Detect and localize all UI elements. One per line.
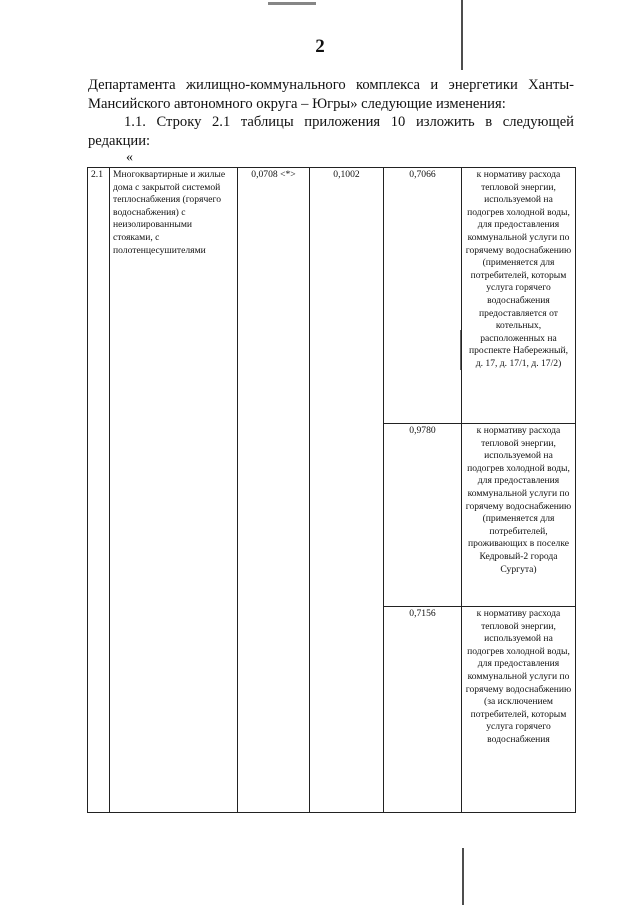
note-cell: к нормативу расхода тепловой энергии, используемой на подогрев холодной воды, для предоставления коммунальной услуги по горячему водоснабжению (за исключением потребителей, которым услуга горячего водоснабжения [462, 607, 576, 813]
spec-table [87, 167, 576, 813]
open-quote-mark: « [126, 150, 133, 165]
coefficient-cell: 0,7066 [384, 168, 462, 424]
amendment-paragraph: 1.1. Строку 2.1 таблицы приложения 10 изложить в следующей редакции: [88, 114, 574, 149]
scan-line-right [461, 0, 463, 70]
intro-paragraph: Департамента жилищно-коммунального комплекса и энергетики Ханты-Мансийского автономного округа – Югры» следующие изменения: [88, 77, 574, 112]
scan-smudge-top [268, 2, 316, 5]
note-cell: к нормативу расхода тепловой энергии, используемой на подогрев холодной воды, для предоставления коммунальной услуги по горячему водоснабжению (применяется для потребителей, которым услуга горячего водоснабжения предоставляется от котельных, расположенных на проспекте Набережный, д. 17, д. 17/1, д. 17/2) [462, 168, 576, 424]
page-number: 2 [315, 36, 325, 57]
intro-text [88, 76, 574, 150]
coefficient-cell: 0,7156 [384, 607, 462, 813]
value-b-cell: 0,1002 [310, 168, 384, 813]
scan-line-right-bottom [462, 848, 464, 905]
coefficient-cell: 0,9780 [384, 424, 462, 607]
row-id-cell: 2.1 [88, 168, 110, 813]
note-cell: к нормативу расхода тепловой энергии, используемой на подогрев холодной воды, для предоставления коммунальной услуги по горячему водоснабжению (применяется для потребителей, проживающих в поселке Кедровый-2 города Сургута) [462, 424, 576, 607]
table-row [88, 168, 576, 424]
category-cell: Многоквартирные и жилые дома с закрытой системой теплоснабжения (горячего водоснабжения) с неизолированными стояками, с полотенцесушителями [110, 168, 238, 813]
value-a-cell: 0,0708 <*> [238, 168, 310, 813]
